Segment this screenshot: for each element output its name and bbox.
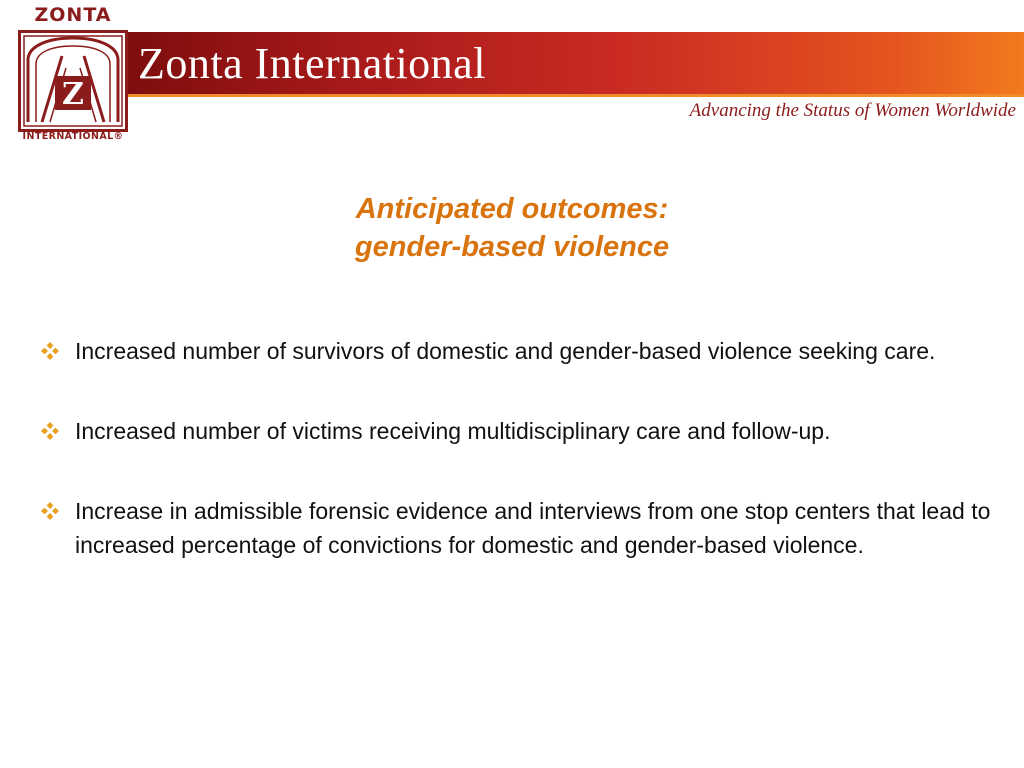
four-diamond-bullet-icon — [40, 421, 60, 441]
bullet-text: Increased number of survivors of domestic and gender-based violence seeking care. — [75, 338, 936, 364]
four-diamond-bullet-icon — [40, 341, 60, 361]
bullet-item — [40, 494, 1005, 562]
logo-top-text: ZONTA — [34, 4, 112, 26]
slide-title-line-2: gender-based violence — [354, 231, 670, 263]
emblem-letter: Z — [62, 77, 84, 112]
bullet-item — [40, 334, 1005, 368]
tagline: Advancing the Status of Women Worldwide — [689, 100, 1016, 121]
slide-title-line-1: Anticipated outcomes: — [355, 193, 669, 225]
slide-title — [0, 190, 1024, 266]
logo-bottom-text: INTERNATIONAL® — [22, 131, 124, 142]
zonta-emblem-icon — [18, 30, 128, 132]
bullet-text: Increase in admissible forensic evidence and interviews from one stop centers that lead to increased percentage of convictions for domestic and gender-based violence. — [75, 498, 991, 558]
bullet-text: Increased number of victims receiving multidisciplinary care and follow-up. — [75, 418, 831, 444]
bullet-item — [40, 414, 1005, 448]
zonta-logo — [10, 4, 136, 146]
banner-rule — [128, 94, 1024, 97]
four-diamond-bullet-icon — [40, 501, 60, 521]
org-name: Zonta International — [138, 39, 486, 88]
header-banner — [128, 32, 1024, 94]
bullet-list — [40, 334, 1005, 608]
